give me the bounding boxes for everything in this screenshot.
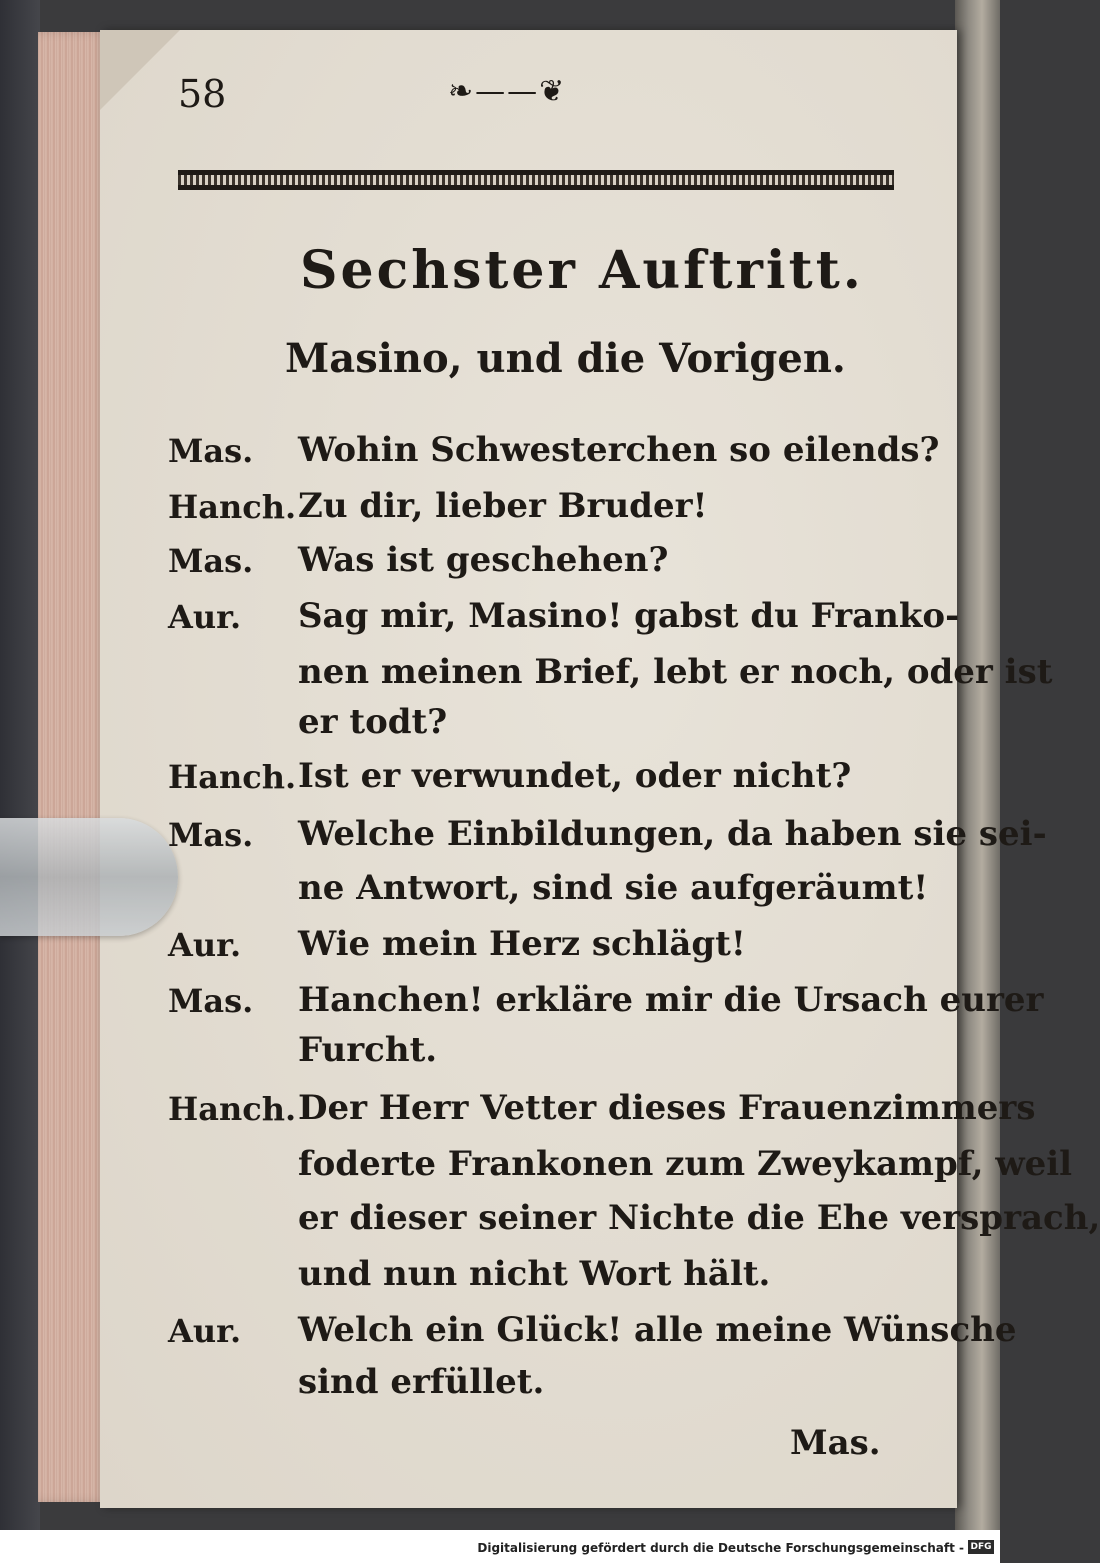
- scene-title: Sechster Auftritt.: [300, 240, 864, 301]
- dialogue-line: Wohin Schwesterchen so eilends?: [298, 430, 940, 470]
- speaker-label: Aur.: [168, 926, 242, 964]
- speaker-label: Mas.: [168, 542, 254, 580]
- dialogue-line: Furcht.: [298, 1030, 438, 1070]
- decorative-rule: [178, 170, 894, 190]
- speaker-label: Mas.: [168, 816, 254, 854]
- bookmark-tab: [0, 818, 178, 936]
- header-ornament: ❧——❦: [448, 74, 567, 109]
- footer-credit: Digitalisierung gefördert durch die Deutsche Forschungsgemeinschaft -: [477, 1541, 964, 1555]
- dialogue-line: Sag mir, Masino! gabst du Franko-: [298, 596, 960, 636]
- dialogue-line: Was ist geschehen?: [298, 540, 669, 580]
- dialogue-line: Welche Einbildungen, da haben sie sei-: [298, 814, 1047, 854]
- dialogue-line: Zu dir, lieber Bruder!: [298, 486, 708, 526]
- characters-line: Masino, und die Vorigen.: [285, 335, 846, 382]
- speaker-label: Aur.: [168, 1312, 242, 1350]
- speaker-label: Mas.: [168, 982, 254, 1020]
- page-number: 58: [178, 72, 227, 116]
- dialogue-line: Hanchen! erkläre mir die Ursach eurer: [298, 980, 1044, 1020]
- dfg-logo-icon: DFG: [968, 1540, 994, 1554]
- speaker-label: Hanch.: [168, 758, 297, 796]
- background-left: [0, 0, 40, 1530]
- facing-page-edge: [955, 0, 1000, 1530]
- book-page-edges: [38, 32, 108, 1502]
- dialogue-line: und nun nicht Wort hält.: [298, 1254, 771, 1294]
- dialogue-line: sind erfüllet.: [298, 1362, 545, 1402]
- speaker-label: Hanch.: [168, 1090, 297, 1128]
- dialogue-line: Welch ein Glück! alle meine Wünsche: [298, 1310, 1017, 1350]
- dialogue-line: er todt?: [298, 702, 448, 742]
- dialogue-line: Der Herr Vetter dieses Frauenzimmers: [298, 1088, 1036, 1128]
- dialogue-line: nen meinen Brief, lebt er noch, oder ist: [298, 652, 1053, 692]
- speaker-label: Hanch.: [168, 488, 297, 526]
- catchword: Mas.: [790, 1423, 881, 1463]
- corner-fold: [100, 30, 180, 110]
- dialogue-line: er dieser seiner Nichte die Ehe versprach,: [298, 1198, 1100, 1238]
- dialogue-line: ne Antwort, sind sie aufgeräumt!: [298, 868, 929, 908]
- dialogue-line: Wie mein Herz schlägt!: [298, 924, 746, 964]
- dialogue-line: Ist er verwundet, oder nicht?: [298, 756, 852, 796]
- dialogue-line: foderte Frankonen zum Zweykampf, weil: [298, 1144, 1073, 1184]
- speaker-label: Mas.: [168, 432, 254, 470]
- speaker-label: Aur.: [168, 598, 242, 636]
